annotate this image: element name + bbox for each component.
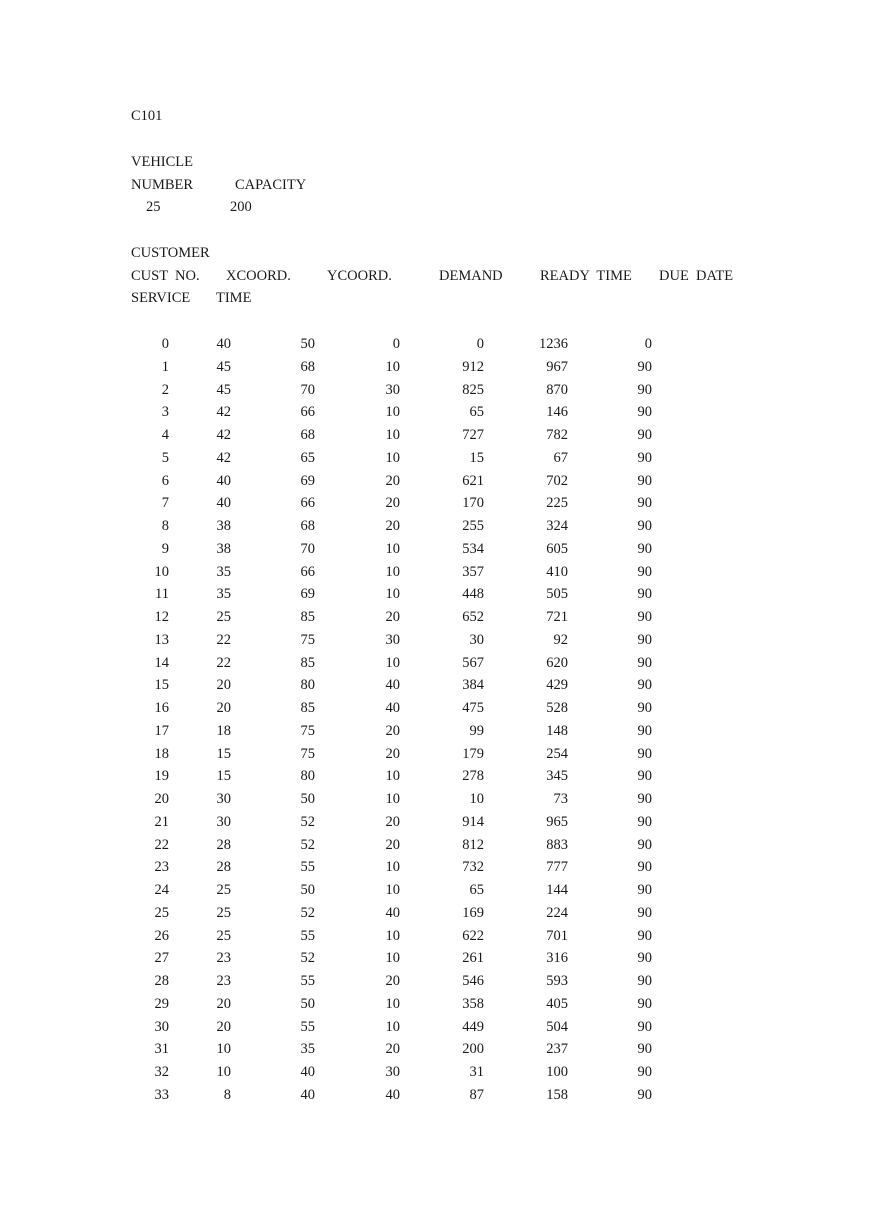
ycoord-cell: 50	[300, 882, 315, 898]
ycoord-cell: 55	[300, 859, 315, 876]
demand-cell: 10	[385, 586, 400, 603]
xcoord-cell: 40	[216, 472, 231, 489]
table-row	[0, 676, 869, 694]
cust-no-cell: 22	[154, 836, 169, 853]
xcoord-cell: 25	[216, 882, 231, 898]
cust-no-cell: 16	[154, 700, 169, 716]
ready-time-cell: 567	[462, 654, 484, 671]
xcoord-cell: 42	[216, 427, 231, 443]
ready-time-cell: 622	[462, 927, 484, 944]
due-date-cell: 144	[546, 882, 568, 898]
table-row	[0, 699, 869, 717]
demand-cell: 30	[385, 631, 400, 648]
service-time-cell: 90	[637, 950, 652, 967]
table-row	[0, 608, 869, 626]
table-row	[0, 472, 869, 490]
due-date-cell: 324	[546, 518, 568, 534]
table-row	[0, 1040, 869, 1058]
service-time-cell: 90	[637, 677, 652, 694]
xcoord-cell: 45	[216, 358, 231, 375]
ready-time-cell: 912	[462, 358, 484, 375]
vehicle-number-header: NUMBER	[131, 177, 194, 193]
xcoord-cell: 20	[216, 677, 231, 694]
service-time-cell: 90	[637, 1086, 652, 1103]
demand-cell: 20	[385, 518, 400, 534]
table-row	[0, 585, 869, 603]
table-row	[0, 426, 869, 444]
ready-time-cell: 87	[469, 1086, 484, 1103]
vehicle-section-label: VEHICLE	[131, 154, 194, 170]
due-date-cell: 225	[546, 495, 568, 512]
ycoord-cell: 68	[300, 358, 315, 375]
demand-cell: 10	[385, 654, 400, 671]
demand-cell: 10	[385, 449, 400, 466]
ycoord-cell: 66	[300, 404, 315, 421]
cust-no-cell: 18	[154, 745, 169, 762]
demand-cell: 10	[385, 1018, 400, 1035]
demand-cell: 40	[385, 1086, 400, 1103]
ycoord-cell: 52	[300, 950, 315, 967]
ready-time-cell: 10	[469, 791, 484, 807]
cust-no-cell: 21	[154, 813, 169, 830]
due-date-cell: 146	[546, 404, 568, 421]
ycoord-cell: 85	[300, 609, 315, 625]
cust-no-cell: 27	[154, 950, 169, 967]
demand-cell: 10	[385, 995, 400, 1012]
xcoord-cell: 30	[216, 813, 231, 830]
cust-no-cell: 19	[154, 768, 169, 785]
ready-time-cell: 99	[469, 722, 484, 739]
table-row	[0, 631, 869, 649]
table-row	[0, 813, 869, 831]
due-date-cell: 237	[546, 1041, 568, 1058]
service-time-cell: 90	[637, 1064, 652, 1080]
ycoord-cell: 75	[300, 722, 315, 739]
table-row	[0, 995, 869, 1013]
demand-cell: 20	[385, 1041, 400, 1058]
service-time-cell: 90	[637, 973, 652, 989]
demand-cell: 10	[385, 358, 400, 375]
header-time: TIME	[216, 290, 252, 306]
due-date-cell: 158	[546, 1086, 568, 1103]
cust-no-cell: 13	[154, 631, 169, 648]
header-ready-time: READY TIME	[540, 268, 632, 284]
xcoord-cell: 38	[216, 540, 231, 557]
service-time-cell: 90	[637, 791, 652, 807]
ready-time-cell: 357	[462, 563, 484, 580]
ready-time-cell: 31	[469, 1064, 484, 1080]
demand-cell: 20	[385, 813, 400, 830]
ycoord-cell: 80	[300, 768, 315, 785]
cust-no-cell: 4	[161, 427, 169, 443]
ready-time-cell: 448	[462, 586, 484, 603]
ready-time-cell: 179	[462, 745, 484, 762]
due-date-cell: 92	[553, 631, 568, 648]
due-date-cell: 777	[546, 859, 568, 876]
ycoord-cell: 75	[300, 631, 315, 648]
ready-time-cell: 534	[462, 540, 484, 557]
service-time-cell: 90	[637, 904, 652, 921]
ycoord-cell: 52	[300, 904, 315, 921]
xcoord-cell: 25	[216, 927, 231, 944]
due-date-cell: 505	[546, 586, 568, 603]
service-time-cell: 90	[637, 358, 652, 375]
ready-time-cell: 0	[476, 336, 484, 352]
xcoord-cell: 20	[216, 700, 231, 716]
due-date-cell: 1236	[539, 336, 568, 352]
cust-no-cell: 32	[154, 1064, 169, 1080]
table-row	[0, 654, 869, 672]
table-row	[0, 904, 869, 922]
due-date-cell: 620	[546, 654, 568, 671]
cust-no-cell: 20	[154, 791, 169, 807]
cust-no-cell: 2	[161, 381, 169, 398]
ycoord-cell: 69	[300, 586, 315, 603]
ready-time-cell: 30	[469, 631, 484, 648]
demand-cell: 20	[385, 836, 400, 853]
xcoord-cell: 22	[216, 654, 231, 671]
ycoord-cell: 85	[300, 700, 315, 716]
vehicle-capacity-value: 200	[230, 199, 252, 215]
ready-time-cell: 914	[462, 813, 484, 830]
xcoord-cell: 35	[216, 586, 231, 603]
table-row	[0, 972, 869, 990]
ycoord-cell: 40	[300, 1064, 315, 1080]
due-date-cell: 883	[546, 836, 568, 853]
table-row	[0, 858, 869, 876]
xcoord-cell: 28	[216, 859, 231, 876]
service-time-cell: 90	[637, 449, 652, 466]
ready-time-cell: 449	[462, 1018, 484, 1035]
cust-no-cell: 31	[154, 1041, 169, 1058]
ycoord-cell: 50	[300, 995, 315, 1012]
due-date-cell: 870	[546, 381, 568, 398]
demand-cell: 10	[385, 859, 400, 876]
ready-time-cell: 358	[462, 995, 484, 1012]
cust-no-cell: 11	[155, 586, 169, 603]
xcoord-cell: 42	[216, 404, 231, 421]
service-time-cell: 90	[637, 1018, 652, 1035]
due-date-cell: 593	[546, 973, 568, 989]
xcoord-cell: 20	[216, 995, 231, 1012]
header-xcoord: XCOORD.	[226, 268, 291, 284]
ready-time-cell: 170	[462, 495, 484, 512]
ycoord-cell: 52	[300, 813, 315, 830]
ycoord-cell: 80	[300, 677, 315, 694]
cust-no-cell: 28	[154, 973, 169, 989]
demand-cell: 40	[385, 904, 400, 921]
demand-cell: 10	[385, 950, 400, 967]
table-row	[0, 927, 869, 945]
service-time-cell: 90	[637, 631, 652, 648]
service-time-cell: 90	[637, 995, 652, 1012]
demand-cell: 10	[385, 540, 400, 557]
service-time-cell: 90	[637, 472, 652, 489]
table-row	[0, 1086, 869, 1104]
ycoord-cell: 50	[300, 336, 315, 352]
xcoord-cell: 40	[216, 336, 231, 352]
demand-cell: 10	[385, 882, 400, 898]
ready-time-cell: 65	[469, 404, 484, 421]
ready-time-cell: 261	[462, 950, 484, 967]
demand-cell: 30	[385, 381, 400, 398]
demand-cell: 20	[385, 609, 400, 625]
table-row	[0, 767, 869, 785]
cust-no-cell: 33	[154, 1086, 169, 1103]
xcoord-cell: 35	[216, 563, 231, 580]
due-date-cell: 429	[546, 677, 568, 694]
due-date-cell: 67	[553, 449, 568, 466]
ready-time-cell: 727	[462, 427, 484, 443]
due-date-cell: 224	[546, 904, 568, 921]
cust-no-cell: 5	[161, 449, 169, 466]
due-date-cell: 782	[546, 427, 568, 443]
ycoord-cell: 68	[300, 518, 315, 534]
ready-time-cell: 475	[462, 700, 484, 716]
cust-no-cell: 26	[154, 927, 169, 944]
ycoord-cell: 75	[300, 745, 315, 762]
due-date-cell: 405	[546, 995, 568, 1012]
ready-time-cell: 15	[469, 449, 484, 466]
table-row	[0, 494, 869, 512]
ready-time-cell: 621	[462, 472, 484, 489]
due-date-cell: 702	[546, 472, 568, 489]
service-time-cell: 90	[637, 609, 652, 625]
xcoord-cell: 45	[216, 381, 231, 398]
service-time-cell: 90	[637, 540, 652, 557]
ycoord-cell: 68	[300, 427, 315, 443]
xcoord-cell: 25	[216, 609, 231, 625]
service-time-cell: 90	[637, 563, 652, 580]
xcoord-cell: 8	[223, 1086, 231, 1103]
vehicle-number-value: 25	[146, 199, 161, 215]
xcoord-cell: 10	[216, 1064, 231, 1080]
demand-cell: 10	[385, 791, 400, 807]
header-ycoord: YCOORD.	[327, 268, 392, 284]
service-time-cell: 90	[637, 586, 652, 603]
ycoord-cell: 55	[300, 1018, 315, 1035]
table-row	[0, 836, 869, 854]
demand-cell: 40	[385, 700, 400, 716]
xcoord-cell: 15	[216, 745, 231, 762]
xcoord-cell: 23	[216, 973, 231, 989]
table-row	[0, 540, 869, 558]
due-date-cell: 967	[546, 358, 568, 375]
cust-no-cell: 24	[154, 882, 169, 898]
cust-no-cell: 1	[161, 358, 169, 375]
ycoord-cell: 40	[300, 1086, 315, 1103]
table-row	[0, 358, 869, 376]
service-time-cell: 90	[637, 654, 652, 671]
cust-no-cell: 25	[154, 904, 169, 921]
cust-no-cell: 23	[154, 859, 169, 876]
cust-no-cell: 10	[154, 563, 169, 580]
cust-no-cell: 14	[154, 654, 169, 671]
service-time-cell: 90	[637, 813, 652, 830]
due-date-cell: 254	[546, 745, 568, 762]
ready-time-cell: 278	[462, 768, 484, 785]
service-time-cell: 90	[637, 1041, 652, 1058]
table-row	[0, 1018, 869, 1036]
ycoord-cell: 70	[300, 381, 315, 398]
demand-cell: 20	[385, 495, 400, 512]
ycoord-cell: 65	[300, 449, 315, 466]
due-date-cell: 100	[546, 1064, 568, 1080]
xcoord-cell: 28	[216, 836, 231, 853]
cust-no-cell: 9	[161, 540, 169, 557]
demand-cell: 10	[385, 563, 400, 580]
service-time-cell: 90	[637, 700, 652, 716]
cust-no-cell: 17	[154, 722, 169, 739]
ready-time-cell: 732	[462, 859, 484, 876]
ycoord-cell: 55	[300, 927, 315, 944]
due-date-cell: 410	[546, 563, 568, 580]
service-time-cell: 90	[637, 768, 652, 785]
ycoord-cell: 50	[300, 791, 315, 807]
xcoord-cell: 40	[216, 495, 231, 512]
cust-no-cell: 0	[161, 336, 169, 352]
service-time-cell: 90	[637, 518, 652, 534]
ycoord-cell: 66	[300, 495, 315, 512]
cust-no-cell: 3	[161, 404, 169, 421]
xcoord-cell: 25	[216, 904, 231, 921]
due-date-cell: 528	[546, 700, 568, 716]
demand-cell: 10	[385, 927, 400, 944]
due-date-cell: 316	[546, 950, 568, 967]
ready-time-cell: 825	[462, 381, 484, 398]
xcoord-cell: 30	[216, 791, 231, 807]
demand-cell: 20	[385, 472, 400, 489]
cust-no-cell: 6	[161, 472, 169, 489]
xcoord-cell: 18	[216, 722, 231, 739]
service-time-cell: 90	[637, 404, 652, 421]
demand-cell: 10	[385, 427, 400, 443]
table-row	[0, 790, 869, 808]
header-cust-no: CUST NO.	[131, 268, 200, 284]
cust-no-cell: 8	[161, 518, 169, 534]
ycoord-cell: 52	[300, 836, 315, 853]
table-row	[0, 403, 869, 421]
xcoord-cell: 22	[216, 631, 231, 648]
demand-cell: 20	[385, 722, 400, 739]
demand-cell: 20	[385, 745, 400, 762]
ready-time-cell: 546	[462, 973, 484, 989]
ycoord-cell: 55	[300, 973, 315, 989]
cust-no-cell: 15	[154, 677, 169, 694]
ready-time-cell: 812	[462, 836, 484, 853]
service-time-cell: 90	[637, 427, 652, 443]
ready-time-cell: 652	[462, 609, 484, 625]
table-row	[0, 722, 869, 740]
cust-no-cell: 29	[154, 995, 169, 1012]
due-date-cell: 721	[546, 609, 568, 625]
ready-time-cell: 255	[462, 518, 484, 534]
service-time-cell: 90	[637, 882, 652, 898]
cust-no-cell: 12	[154, 609, 169, 625]
due-date-cell: 345	[546, 768, 568, 785]
table-row	[0, 335, 869, 353]
service-time-cell: 90	[637, 859, 652, 876]
service-time-cell: 90	[637, 745, 652, 762]
header-due-date: DUE DATE	[659, 268, 734, 284]
ycoord-cell: 85	[300, 654, 315, 671]
table-row	[0, 745, 869, 763]
service-time-cell: 0	[644, 336, 652, 352]
table-row	[0, 881, 869, 899]
due-date-cell: 701	[546, 927, 568, 944]
table-row	[0, 563, 869, 581]
header-demand: DEMAND	[439, 268, 503, 284]
xcoord-cell: 10	[216, 1041, 231, 1058]
table-row	[0, 517, 869, 535]
vehicle-capacity-header: CAPACITY	[235, 177, 307, 193]
table-row	[0, 949, 869, 967]
due-date-cell: 73	[553, 791, 568, 807]
ycoord-cell: 69	[300, 472, 315, 489]
table-row	[0, 381, 869, 399]
demand-cell: 40	[385, 677, 400, 694]
ready-time-cell: 65	[469, 882, 484, 898]
service-time-cell: 90	[637, 722, 652, 739]
due-date-cell: 965	[546, 813, 568, 830]
ready-time-cell: 200	[462, 1041, 484, 1058]
xcoord-cell: 42	[216, 449, 231, 466]
header-service: SERVICE	[131, 290, 191, 306]
customer-section-label: CUSTOMER	[131, 245, 210, 261]
xcoord-cell: 38	[216, 518, 231, 534]
demand-cell: 0	[392, 336, 400, 352]
service-time-cell: 90	[637, 927, 652, 944]
demand-cell: 30	[385, 1064, 400, 1080]
due-date-cell: 504	[546, 1018, 568, 1035]
ycoord-cell: 35	[300, 1041, 315, 1058]
demand-cell: 10	[385, 768, 400, 785]
demand-cell: 20	[385, 973, 400, 989]
service-time-cell: 90	[637, 495, 652, 512]
ycoord-cell: 70	[300, 540, 315, 557]
ready-time-cell: 384	[462, 677, 484, 694]
due-date-cell: 605	[546, 540, 568, 557]
cust-no-cell: 7	[161, 495, 169, 512]
table-row	[0, 1063, 869, 1081]
table-row	[0, 449, 869, 467]
cust-no-cell: 30	[154, 1018, 169, 1035]
service-time-cell: 90	[637, 381, 652, 398]
xcoord-cell: 15	[216, 768, 231, 785]
xcoord-cell: 20	[216, 1018, 231, 1035]
service-time-cell: 90	[637, 836, 652, 853]
due-date-cell: 148	[546, 722, 568, 739]
demand-cell: 10	[385, 404, 400, 421]
ready-time-cell: 169	[462, 904, 484, 921]
ycoord-cell: 66	[300, 563, 315, 580]
xcoord-cell: 23	[216, 950, 231, 967]
problem-name: C101	[131, 108, 163, 124]
